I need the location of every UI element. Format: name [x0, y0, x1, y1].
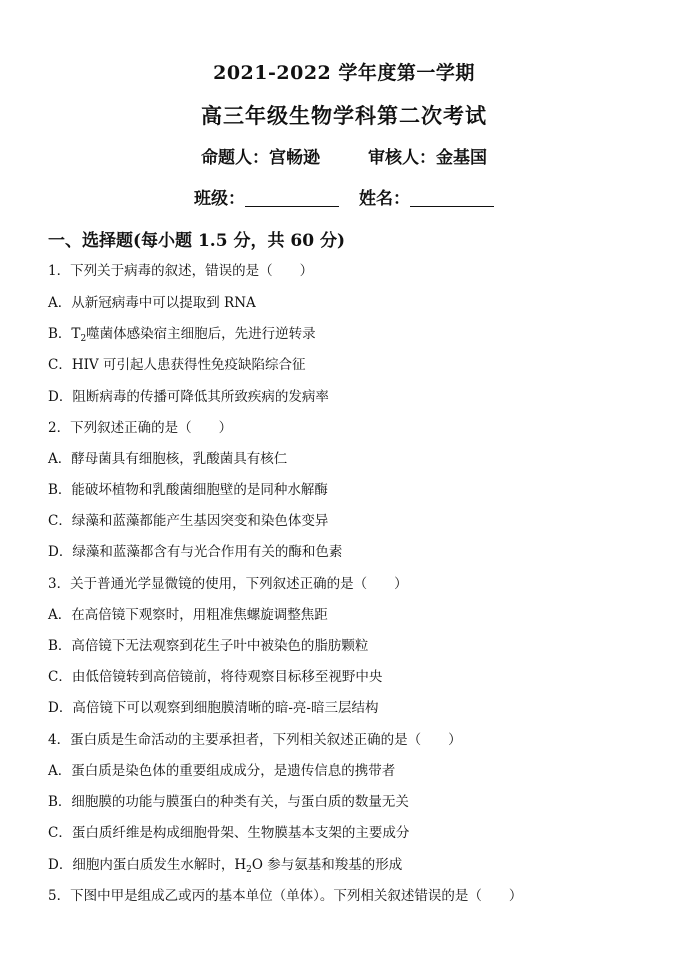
class-label: 班级： — [194, 189, 245, 209]
name-blank[interactable] — [410, 188, 494, 207]
q4-option-d: D．细胞内蛋白质发生水解时，$H_2O$ 参与氨基和羧基的形成 — [48, 857, 403, 875]
q1-option-d: D．阻断病毒的传播可降低其所致疾病的发病率 — [48, 389, 329, 405]
q4-option-a: A．蛋白质是染色体的重要组成成分，是遗传信息的携带者 — [48, 763, 396, 779]
q4-option-b: B．细胞膜的功能与膜蛋白的种类有关，与蛋白质的数量无关 — [48, 794, 409, 810]
q4-stem: 4．蛋白质是生命活动的主要承担者，下列相关叙述正确的是（ ） — [48, 732, 462, 748]
exam-name-title: 高三年级生物学科第二次考试 — [201, 103, 487, 128]
q3-option-b: B．高倍镜下无法观察到花生子叶中被染色的脂肪颗粒 — [48, 638, 369, 654]
class-name-line — [0, 184, 688, 209]
exam-year-title: 2021-2022 学年度第一学期 — [213, 62, 475, 84]
authors-line — [0, 143, 688, 168]
reviewer-label: 审核人：金基国 — [368, 148, 487, 168]
q1-option-c: C．HIV 可引起人患获得性免疫缺陷综合征 — [48, 357, 306, 373]
author-label: 命题人：宫畅逊 — [201, 148, 320, 168]
q4-option-c: C．蛋白质纤维是构成细胞骨架、生物膜基本支架的主要成分 — [48, 825, 410, 841]
q2-option-d: D．绿藻和蓝藻都含有与光合作用有关的酶和色素 — [48, 544, 343, 560]
name-label: 姓名： — [359, 189, 410, 209]
q2-option-b: B．能破坏植物和乳酸菌细胞壁的是同种水解酶 — [48, 482, 328, 498]
q1-stem: 1．下列关于病毒的叙述，错误的是（ ） — [48, 263, 314, 279]
q3-option-a: A．在高倍镜下观察时，用粗准焦螺旋调整焦距 — [48, 607, 328, 623]
q2-option-c: C．绿藻和蓝藻都能产生基因突变和染色体变异 — [48, 513, 329, 529]
q3-stem: 3．关于普通光学显微镜的使用，下列叙述正确的是（ ） — [48, 576, 408, 592]
q3-option-d: D．高倍镜下可以观察到细胞膜清晰的暗-亮-暗三层结构 — [48, 700, 379, 716]
q1-option-b: B．$T_2$噬菌体感染宿主细胞后，先进行逆转录 — [48, 326, 316, 344]
q3-option-c: C．由低倍镜转到高倍镜前，将待观察目标移至视野中央 — [48, 669, 383, 685]
q5-stem: 5．下图中甲是组成乙或丙的基本单位（单体）。下列相关叙述错误的是（ ） — [48, 888, 523, 904]
q1-option-a: A．从新冠病毒中可以提取到 RNA — [48, 295, 256, 311]
q2-stem: 2．下列叙述正确的是（ ） — [48, 420, 233, 436]
class-blank[interactable] — [245, 188, 339, 207]
q2-option-a: A．酵母菌具有细胞核，乳酸菌具有核仁 — [48, 451, 288, 467]
section-title: 一、选择题(每小题 1.5 分，共 60 分) — [48, 231, 345, 251]
